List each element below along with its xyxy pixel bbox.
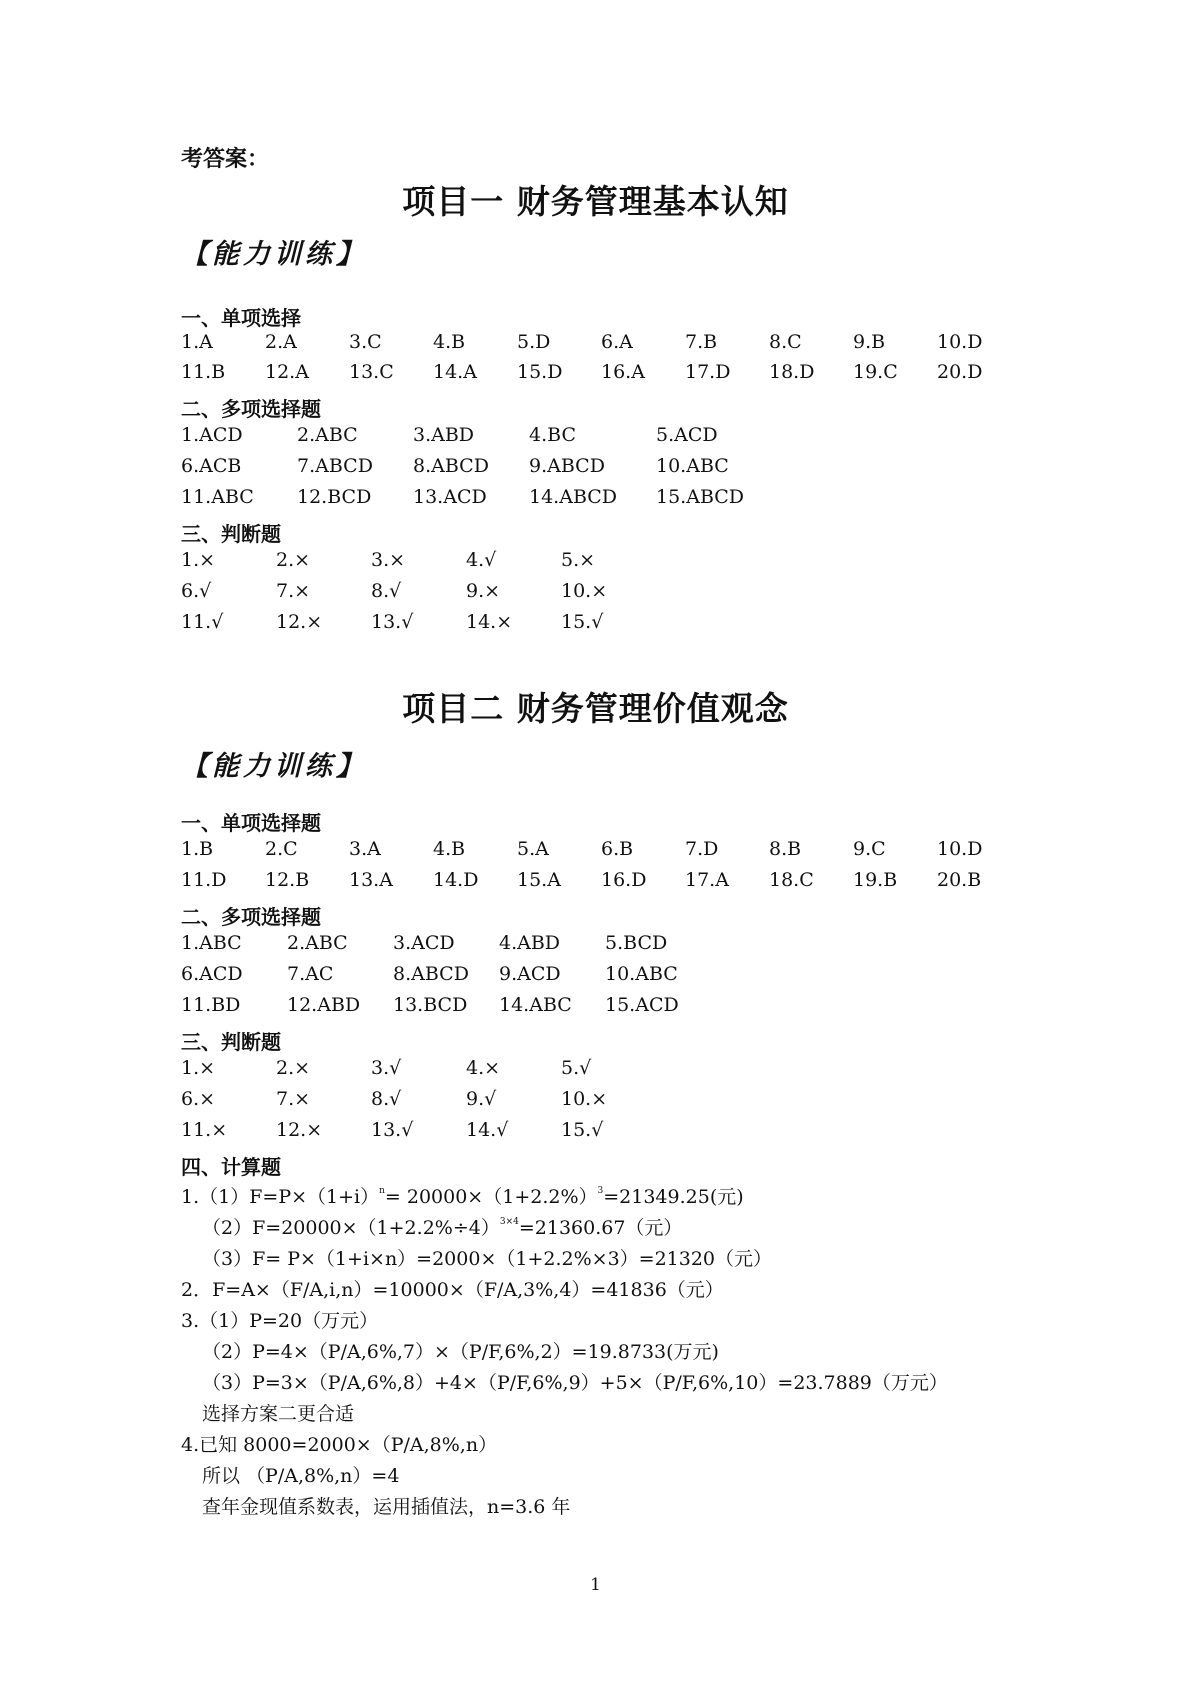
answer-item: 13.C — [349, 361, 394, 383]
answer-item: 12.A — [265, 361, 309, 383]
answer-item: 4.BC — [529, 424, 576, 446]
answer-item: 11.B — [181, 361, 226, 383]
answer-item: 7.AC — [287, 963, 334, 985]
answer-item: 2.C — [265, 838, 298, 860]
project-title: 项目一 财务管理基本认知 — [402, 182, 789, 221]
calc-line: 3.（1）P=20（万元） — [181, 1310, 379, 1332]
answer-item: 2.ABC — [287, 932, 348, 954]
answer-item: 1.× — [181, 1057, 216, 1079]
answer-item: 5.D — [517, 331, 551, 353]
answer-item: 9.B — [853, 331, 886, 353]
answer-item: 10.× — [561, 580, 608, 602]
answer-item: 2.ABC — [297, 424, 358, 446]
answer-item: 1.A — [181, 331, 213, 353]
answer-item: 3.ACD — [393, 932, 455, 954]
answer-item: 19.C — [853, 361, 898, 383]
section-heading: 四、计算题 — [181, 1155, 281, 1179]
answer-item: 8.ABCD — [413, 455, 489, 477]
answer-item: 13.BCD — [393, 994, 468, 1016]
answer-item: 4.× — [466, 1057, 501, 1079]
answer-item: 6.ACB — [181, 455, 242, 477]
answer-item: 9.ACD — [499, 963, 561, 985]
page-number: 1 — [590, 1575, 601, 1595]
answer-item: 16.A — [601, 361, 645, 383]
answer-item: 10.D — [937, 838, 983, 860]
answer-item: 12.B — [265, 869, 310, 891]
answer-item: 5.× — [561, 549, 596, 571]
answer-item: 10.D — [937, 331, 983, 353]
answer-item: 10.ABC — [656, 455, 729, 477]
answer-item: 4.B — [433, 838, 466, 860]
answer-item: 19.B — [853, 869, 898, 891]
answer-item: 11.√ — [181, 611, 224, 633]
answer-item: 11.BD — [181, 994, 241, 1016]
calc-line: （3）P=3×（P/A,6%,8）+4×（P/F,6%,9）+5×（P/F,6%,10）=23.7889（万元） — [202, 1372, 948, 1394]
section-heading: 二、多项选择题 — [181, 905, 321, 929]
answer-item: 8.√ — [371, 580, 402, 602]
answer-item: 4.B — [433, 331, 466, 353]
answer-item: 14.× — [466, 611, 513, 633]
answer-item: 13.√ — [371, 611, 414, 633]
answer-item: 3.× — [371, 549, 406, 571]
answer-item: 10.ABC — [605, 963, 678, 985]
answer-item: 8.ABCD — [393, 963, 469, 985]
answer-item: 8.B — [769, 838, 802, 860]
answer-item: 14.ABCD — [529, 486, 618, 508]
answer-item: 9.√ — [466, 1088, 497, 1110]
answer-item: 3.C — [349, 331, 382, 353]
intro-heading: 考答案： — [181, 147, 270, 172]
answer-item: 7.B — [685, 331, 718, 353]
answer-item: 4.√ — [466, 549, 497, 571]
answer-item: 12.× — [276, 1119, 323, 1141]
answer-item: 3.ABD — [413, 424, 475, 446]
answer-item: 15.√ — [561, 611, 604, 633]
answer-item: 5.A — [517, 838, 549, 860]
answer-item: 1.ABC — [181, 932, 242, 954]
answer-item: 6.√ — [181, 580, 212, 602]
answer-item: 15.ACD — [605, 994, 679, 1016]
answer-item: 9.× — [466, 580, 501, 602]
calc-line: 查年金现值系数表，运用插值法，n=3.6 年 — [202, 1496, 571, 1518]
answer-item: 2.× — [276, 549, 311, 571]
answer-item: 4.ABD — [499, 932, 561, 954]
answer-item: 6.A — [601, 331, 633, 353]
answer-item: 18.C — [769, 869, 814, 891]
answer-item: 1.B — [181, 838, 214, 860]
calc-line: $1.(1)F=P\times(1+i)^n= 20000\times(1+2.2\%)^3=21349.25$(元) — [181, 1186, 744, 1208]
answer-item: 17.A — [685, 869, 729, 891]
answer-item: 5.BCD — [605, 932, 668, 954]
answer-item: 12.× — [276, 611, 323, 633]
answer-item: 6.B — [601, 838, 634, 860]
section-heading: 二、多项选择题 — [181, 397, 321, 421]
answer-item: 17.D — [685, 361, 731, 383]
calc-line: 4.已知 8000=2000×（P/A,8%,n） — [181, 1434, 498, 1456]
answer-item: 12.BCD — [297, 486, 372, 508]
answer-item: 3.√ — [371, 1057, 402, 1079]
answer-item: 15.A — [517, 869, 561, 891]
answer-item: 11.D — [181, 869, 227, 891]
answer-item: 18.D — [769, 361, 815, 383]
answer-item: 13.ACD — [413, 486, 487, 508]
answer-item: 14.D — [433, 869, 479, 891]
section-heading: 一、单项选择 — [181, 306, 301, 330]
calc-line: $(2)F=20000\times(1+2.2\%\div 4)^{3\times 4}=21360.67$（元） — [202, 1217, 683, 1239]
answer-item: 13.A — [349, 869, 393, 891]
section-heading: 一、单项选择题 — [181, 811, 321, 835]
answer-item: 14.√ — [466, 1119, 509, 1141]
answer-item: 11.ABC — [181, 486, 254, 508]
section-label: 【能力训练】 — [181, 751, 367, 782]
section-heading: 三、判断题 — [181, 522, 281, 546]
answer-item: 6.× — [181, 1088, 216, 1110]
answer-item: 7.× — [276, 1088, 311, 1110]
answer-item: 13.√ — [371, 1119, 414, 1141]
answer-item: 14.ABC — [499, 994, 572, 1016]
section-label: 【能力训练】 — [181, 239, 367, 270]
answer-item: 1.ACD — [181, 424, 243, 446]
answer-item: 7.D — [685, 838, 719, 860]
answer-item: 2.× — [276, 1057, 311, 1079]
answer-item: 11.× — [181, 1119, 228, 1141]
answer-item: 15.√ — [561, 1119, 604, 1141]
answer-item: 10.× — [561, 1088, 608, 1110]
answer-item: 16.D — [601, 869, 647, 891]
calc-line: （2）P=4×（P/A,6%,7）×（P/F,6%,2）=19.8733(万元) — [202, 1341, 719, 1363]
answer-item: 8.√ — [371, 1088, 402, 1110]
calc-line: 所以 （P/A,8%,n）=4 — [202, 1465, 400, 1487]
answer-item: 5.ACD — [656, 424, 718, 446]
answer-item: 2.A — [265, 331, 297, 353]
answer-item: 3.A — [349, 838, 381, 860]
calc-line: 2．F=A×（F/A,i,n）=10000×（F/A,3%,4）=41836（元） — [181, 1279, 724, 1301]
answer-item: 20.B — [937, 869, 982, 891]
answer-item: 14.A — [433, 361, 477, 383]
calc-line: （3）F= P×（1+i×n）=2000×（1+2.2%×3）=21320（元） — [202, 1248, 773, 1270]
calc-line: 选择方案二更合适 — [202, 1403, 355, 1425]
answer-item: 20.D — [937, 361, 983, 383]
answer-item: 7.ABCD — [297, 455, 373, 477]
answer-item: 9.ABCD — [529, 455, 605, 477]
answer-item: 6.ACD — [181, 963, 243, 985]
answer-item: 8.C — [769, 331, 802, 353]
section-heading: 三、判断题 — [181, 1030, 281, 1054]
answer-item: 15.D — [517, 361, 563, 383]
answer-item: 15.ABCD — [656, 486, 745, 508]
answer-item: 1.× — [181, 549, 216, 571]
answer-item: 7.× — [276, 580, 311, 602]
answer-item: 12.ABD — [287, 994, 361, 1016]
project-title: 项目二 财务管理价值观念 — [402, 689, 789, 728]
answer-item: 5.√ — [561, 1057, 592, 1079]
answer-item: 9.C — [853, 838, 886, 860]
